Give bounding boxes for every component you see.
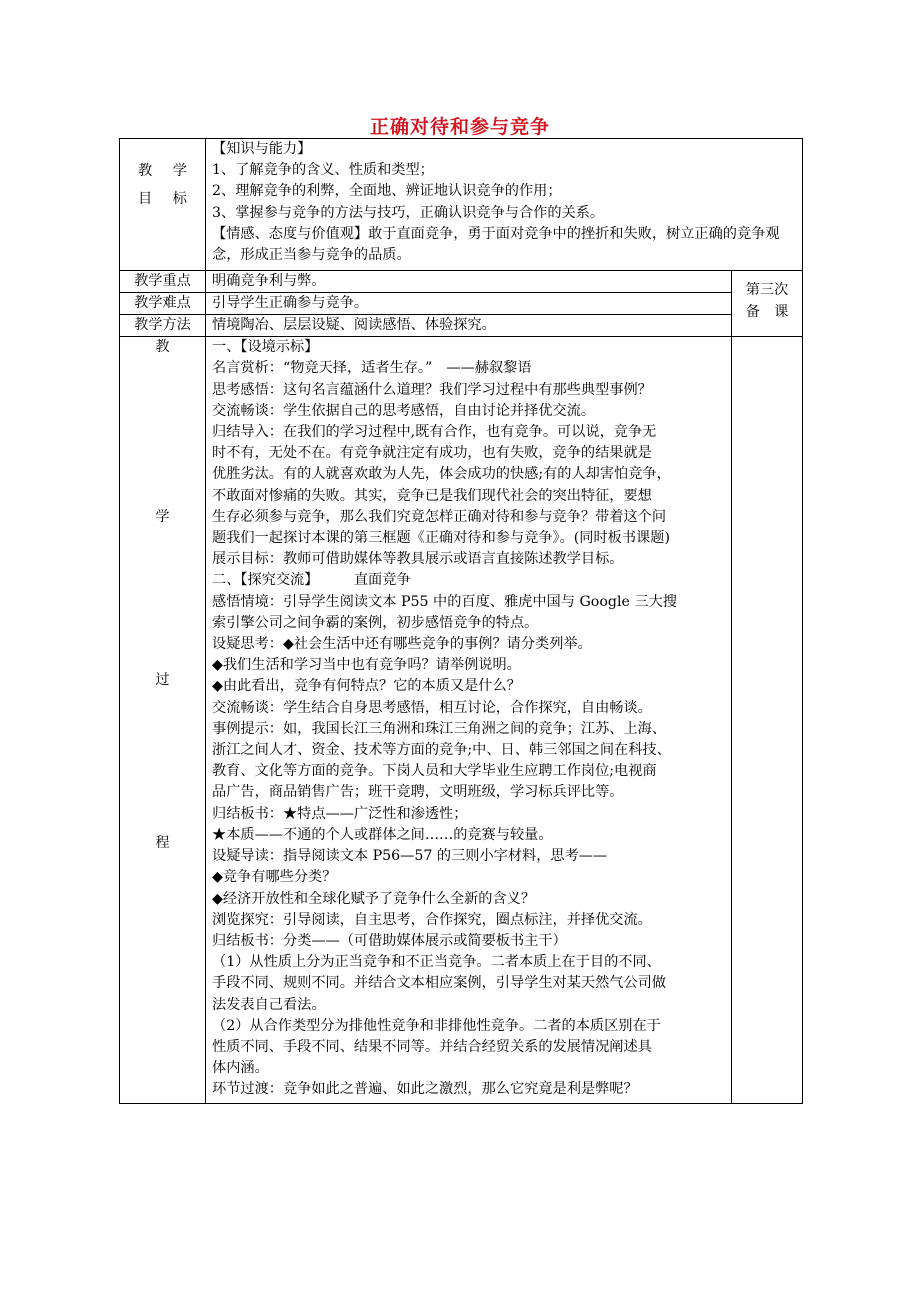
process-line: 设疑思考：◆社会生活中还有哪些竞争的事例？请分类列举。 [212, 636, 592, 653]
process-line: 品广告，商品销售广告；班干竞聘，文明班级，学习标兵评比等。 [212, 784, 624, 801]
side-note-cell [732, 271, 803, 337]
goals-row [120, 139, 803, 271]
process-line: ◆我们生活和学习当中也有竞争吗？请举例说明。 [212, 657, 521, 674]
process-label-cell [120, 337, 206, 1103]
difficulty-text: 引导学生正确参与竞争。 [206, 293, 732, 315]
process-line: 感悟情境：引导学生阅读文本 P55 中的百度、雅虎中国与 Google 三大搜 [212, 593, 677, 610]
goals-content-cell [206, 139, 803, 271]
process-line: 思考感悟：这句名言蕴涵什么道理？我们学习过程中有那些典型事例？ [212, 381, 652, 398]
goals-label-bottom: 目 标 [138, 191, 187, 207]
process-line: 索引擎公司之间争霸的案例，初步感悟竞争的特点。 [212, 614, 539, 631]
method-text: 情境陶冶、层层设疑、阅读感悟、体验探究。 [206, 315, 732, 337]
key-point-text: 明确竞争利与弊。 [206, 271, 732, 293]
side-note: 第三次 备 课 [745, 282, 789, 321]
process-line: 展示目标：教师可借助媒体等教具展示或语言直接陈述教学目标。 [212, 551, 624, 568]
process-row [120, 337, 803, 1103]
process-line: 浏览探究：引导阅读，自主思考，合作探究，圈点标注，并择优交流。 [212, 911, 652, 928]
process-line: （2）从合作类型分为排他性竞争和非排他性竞争。二者的本质区别在于 [212, 1017, 661, 1034]
process-line: 事例提示：如，我国长江三角洲和珠江三角洲之间的竞争；江苏、上海、 [212, 720, 667, 737]
process-line: 手段不同、规则不同。并结合文本相应案例，引导学生对某天然气公司做 [212, 975, 667, 992]
process-note-cell [732, 337, 803, 1103]
process-line: 二、【探究交流】 直面竞争 [212, 572, 411, 589]
process-line: 环节过渡：竞争如此之普遍、如此之激烈，那么它究竟是利是弊呢？ [212, 1081, 638, 1098]
process-line: 不敢面对惨痛的失败。其实，竞争已是我们现代社会的突出特征，要想 [212, 487, 652, 504]
process-line: 归结板书：分类——（可借助媒体展示或简要板书主干） [212, 932, 567, 949]
key-point-row [120, 271, 803, 293]
process-line: 名言赏析：“物竞天择，适者生存。” ——赫叙黎语 [212, 360, 532, 377]
process-line: （1）从性质上分为正当竞争和不正当竞争。二者本质上在于目的不同、 [212, 954, 661, 971]
key-point-label: 教学重点 [120, 271, 206, 293]
process-line: ★本质——不通的个人或群体之间……的竞赛与较量。 [212, 826, 553, 843]
method-label: 教学方法 [120, 315, 206, 337]
process-line: 交流畅谈：学生结合自身思考感悟，相互讨论，合作探究，自由畅谈。 [212, 699, 652, 716]
process-content-cell [206, 337, 732, 1103]
method-row [120, 315, 803, 337]
goals-line: 2、理解竞争的利弊，全面地、辨证地认识竞争的作用； [212, 183, 562, 200]
process-line: 设疑导读：指导阅读文本 P56—57 的三则小字材料，思考—— [212, 848, 608, 865]
process-line: 归结板书：★特点——广泛性和渗透性； [212, 805, 468, 822]
process-line: 归结导入：在我们的学习过程中,既有合作，也有竞争。可以说，竞争无 [212, 424, 657, 441]
process-line: 性质不同、手段不同、结果不同等。并结合经贸关系的发展情况阐述具 [212, 1038, 652, 1055]
goals-label-top: 教 学 [138, 163, 187, 179]
process-line: 教育、文化等方面的竞争。下岗人员和大学毕业生应聘工作岗位;电视商 [212, 763, 657, 780]
goals-line: 【知识与能力】 [212, 141, 312, 157]
process-line: ◆竞争有哪些分类？ [212, 869, 337, 886]
difficulty-label: 教学难点 [120, 293, 206, 315]
page-title: 正确对待和参与竞争 [369, 116, 550, 138]
goals-line: 1、了解竞争的含义、性质和类型； [212, 162, 434, 179]
process-line: 浙江之间人才、资金、技术等方面的竞争;中、日、韩三邻国之间在科技、 [212, 742, 671, 759]
process-line: 一、【设境示标】 [212, 339, 319, 356]
process-line: 交流畅谈：学生依据自己的思考感悟，自由讨论并择优交流。 [212, 402, 596, 419]
goals-label-cell [120, 139, 206, 271]
process-line: 生存必须参与竞争，那么我们究竟怎样正确对待和参与竞争？带着这个问 [212, 508, 667, 525]
difficulty-row [120, 293, 803, 315]
lesson-plan-table [119, 138, 803, 1104]
goals-line: 3、掌握参与竞争的方法与技巧，正确认识竞争与合作的关系。 [212, 204, 605, 221]
process-label: 教 学 过 程 [155, 339, 170, 852]
process-line: 优胜劣汰。有的人就喜欢敢为人先，体会成功的快感;有的人却害怕竞争， [212, 466, 671, 483]
process-line: 时不有，无处不在。有竞争就注定有成功，也有失败，竞争的结果就是 [212, 445, 652, 462]
goals-line: 【情感、态度与价值观】敢于直面竞争，勇于面对竞争中的挫折和失败，树立正确的竞争观念，形成正当参与竞争的品质。 [212, 225, 780, 264]
process-line: 法发表自己看法。 [212, 996, 326, 1013]
process-line: 题我们一起探讨本课的第三框题《正确对待和参与竞争》。(同时板书课题) [212, 530, 670, 547]
process-line: ◆经济开放性和全球化赋予了竞争什么全新的含义？ [212, 890, 536, 907]
process-line: 体内涵。 [212, 1060, 269, 1077]
process-line: ◆由此看出，竞争有何特点？它的本质又是什么？ [212, 678, 521, 695]
